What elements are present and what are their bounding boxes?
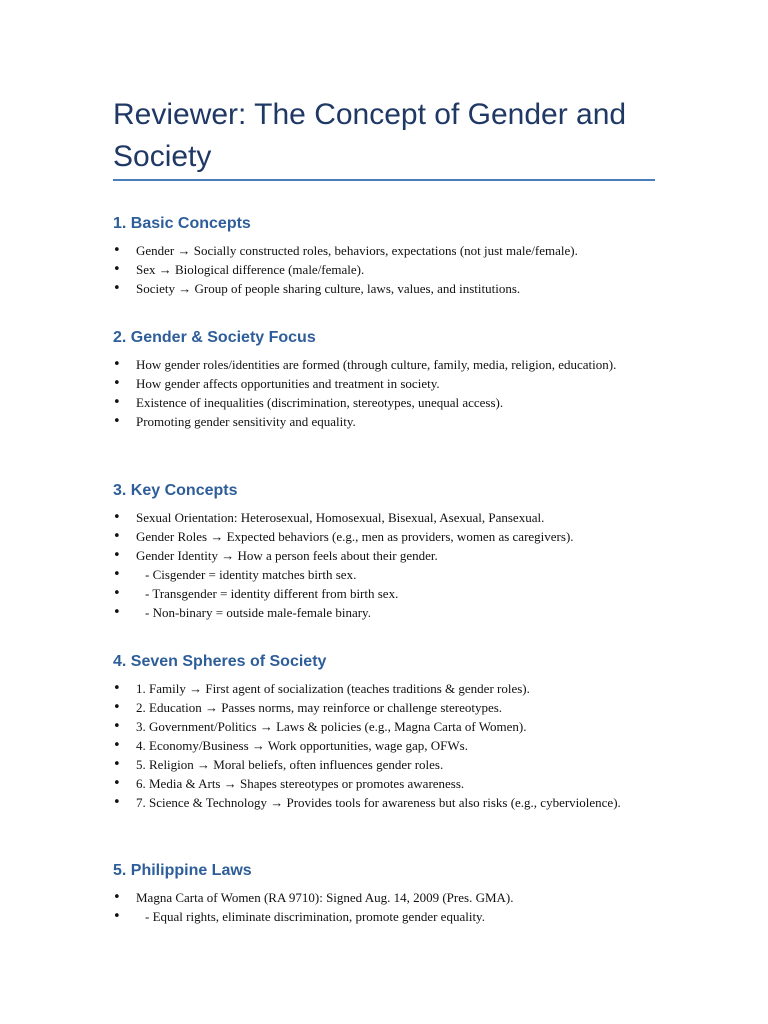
section-heading: 5. Philippine Laws	[113, 862, 252, 879]
section-heading: 1. Basic Concepts	[113, 215, 251, 232]
list-item: • Sexual Orientation: Heterosexual, Homosexual, Bisexual, Asexual, Pansexual.	[113, 510, 545, 525]
bullet-dot-icon: •	[113, 776, 121, 791]
list-item: • Gender Roles → Expected behaviors (e.g., men as providers, women as caregivers).	[113, 529, 574, 544]
list-item: • 3. Government/Politics → Laws & policies (e.g., Magna Carta of Women).	[113, 719, 527, 734]
list-item: • 6. Media & Arts → Shapes stereotypes or promotes awareness.	[113, 776, 465, 791]
bullet-list	[113, 241, 653, 298]
list-item: • Society → Group of people sharing culture, laws, values, and institutions.	[113, 281, 521, 296]
bullet-dot-icon: •	[113, 376, 121, 391]
bullet-dot-icon: •	[113, 795, 121, 810]
list-item: • How gender roles/identities are formed (through culture, family, media, religion, education).	[113, 357, 617, 372]
list-item: • Existence of inequalities (discrimination, stereotypes, unequal access).	[113, 395, 504, 410]
section-key-concepts	[113, 479, 653, 622]
section-heading: 2. Gender & Society Focus	[113, 329, 316, 346]
list-item: • Magna Carta of Women (RA 9710): Signed Aug. 14, 2009 (Pres. GMA).	[113, 890, 514, 905]
bullet-dot-icon: •	[113, 890, 121, 905]
bullet-dot-icon: •	[113, 395, 121, 410]
bullet-dot-icon: •	[113, 567, 121, 582]
bullet-dot-icon: •	[113, 243, 121, 258]
list-item: • Gender → Socially constructed roles, behaviors, expectations (not just male/female).	[113, 243, 578, 258]
bullet-dot-icon: •	[113, 605, 121, 620]
bullet-dot-icon: •	[113, 281, 121, 296]
title-divider	[113, 179, 655, 181]
list-item: • - Transgender = identity different from birth sex.	[113, 586, 399, 601]
section-gender-society-focus	[113, 326, 653, 431]
list-item: • - Cisgender = identity matches birth sex.	[113, 567, 357, 582]
document-title: Reviewer: The Concept of Gender and Society	[113, 98, 627, 173]
list-item: • 4. Economy/Business → Work opportunities, wage gap, OFWs.	[113, 738, 468, 753]
bullet-dot-icon: •	[113, 700, 121, 715]
bullet-dot-icon: •	[113, 719, 121, 734]
section-heading: 3. Key Concepts	[113, 482, 238, 499]
bullet-dot-icon: •	[113, 510, 121, 525]
list-item: • How gender affects opportunities and treatment in society.	[113, 376, 440, 391]
list-item: • 7. Science & Technology → Provides tools for awareness but also risks (e.g., cyberviolence).	[113, 795, 621, 810]
bullet-dot-icon: •	[113, 529, 121, 544]
bullet-dot-icon: •	[113, 357, 121, 372]
list-item: • - Non-binary = outside male-female binary.	[113, 605, 371, 620]
list-item: • 5. Religion → Moral beliefs, often influences gender roles.	[113, 757, 444, 772]
bullet-dot-icon: •	[113, 757, 121, 772]
bullet-dot-icon: •	[113, 586, 121, 601]
bullet-dot-icon: •	[113, 681, 121, 696]
bullet-list	[113, 508, 653, 622]
bullet-dot-icon: •	[113, 414, 121, 429]
section-seven-spheres	[113, 650, 653, 812]
bullet-list	[113, 355, 653, 431]
bullet-dot-icon: •	[113, 738, 121, 753]
section-basic-concepts	[113, 212, 653, 298]
list-item: • Sex → Biological difference (male/female).	[113, 262, 365, 277]
list-item: • - Equal rights, eliminate discrimination, promote gender equality.	[113, 909, 485, 924]
section-heading: 4. Seven Spheres of Society	[113, 653, 327, 670]
list-item: • 1. Family → First agent of socialization (teaches traditions & gender roles).	[113, 681, 530, 696]
section-philippine-laws	[113, 859, 653, 926]
list-item: • 2. Education → Passes norms, may reinforce or challenge stereotypes.	[113, 700, 503, 715]
bullet-list	[113, 888, 653, 926]
bullet-dot-icon: •	[113, 262, 121, 277]
list-item: • Gender Identity → How a person feels about their gender.	[113, 548, 438, 563]
list-item: • Promoting gender sensitivity and equality.	[113, 414, 356, 429]
bullet-list	[113, 679, 653, 812]
bullet-dot-icon: •	[113, 548, 121, 563]
bullet-dot-icon: •	[113, 909, 121, 924]
